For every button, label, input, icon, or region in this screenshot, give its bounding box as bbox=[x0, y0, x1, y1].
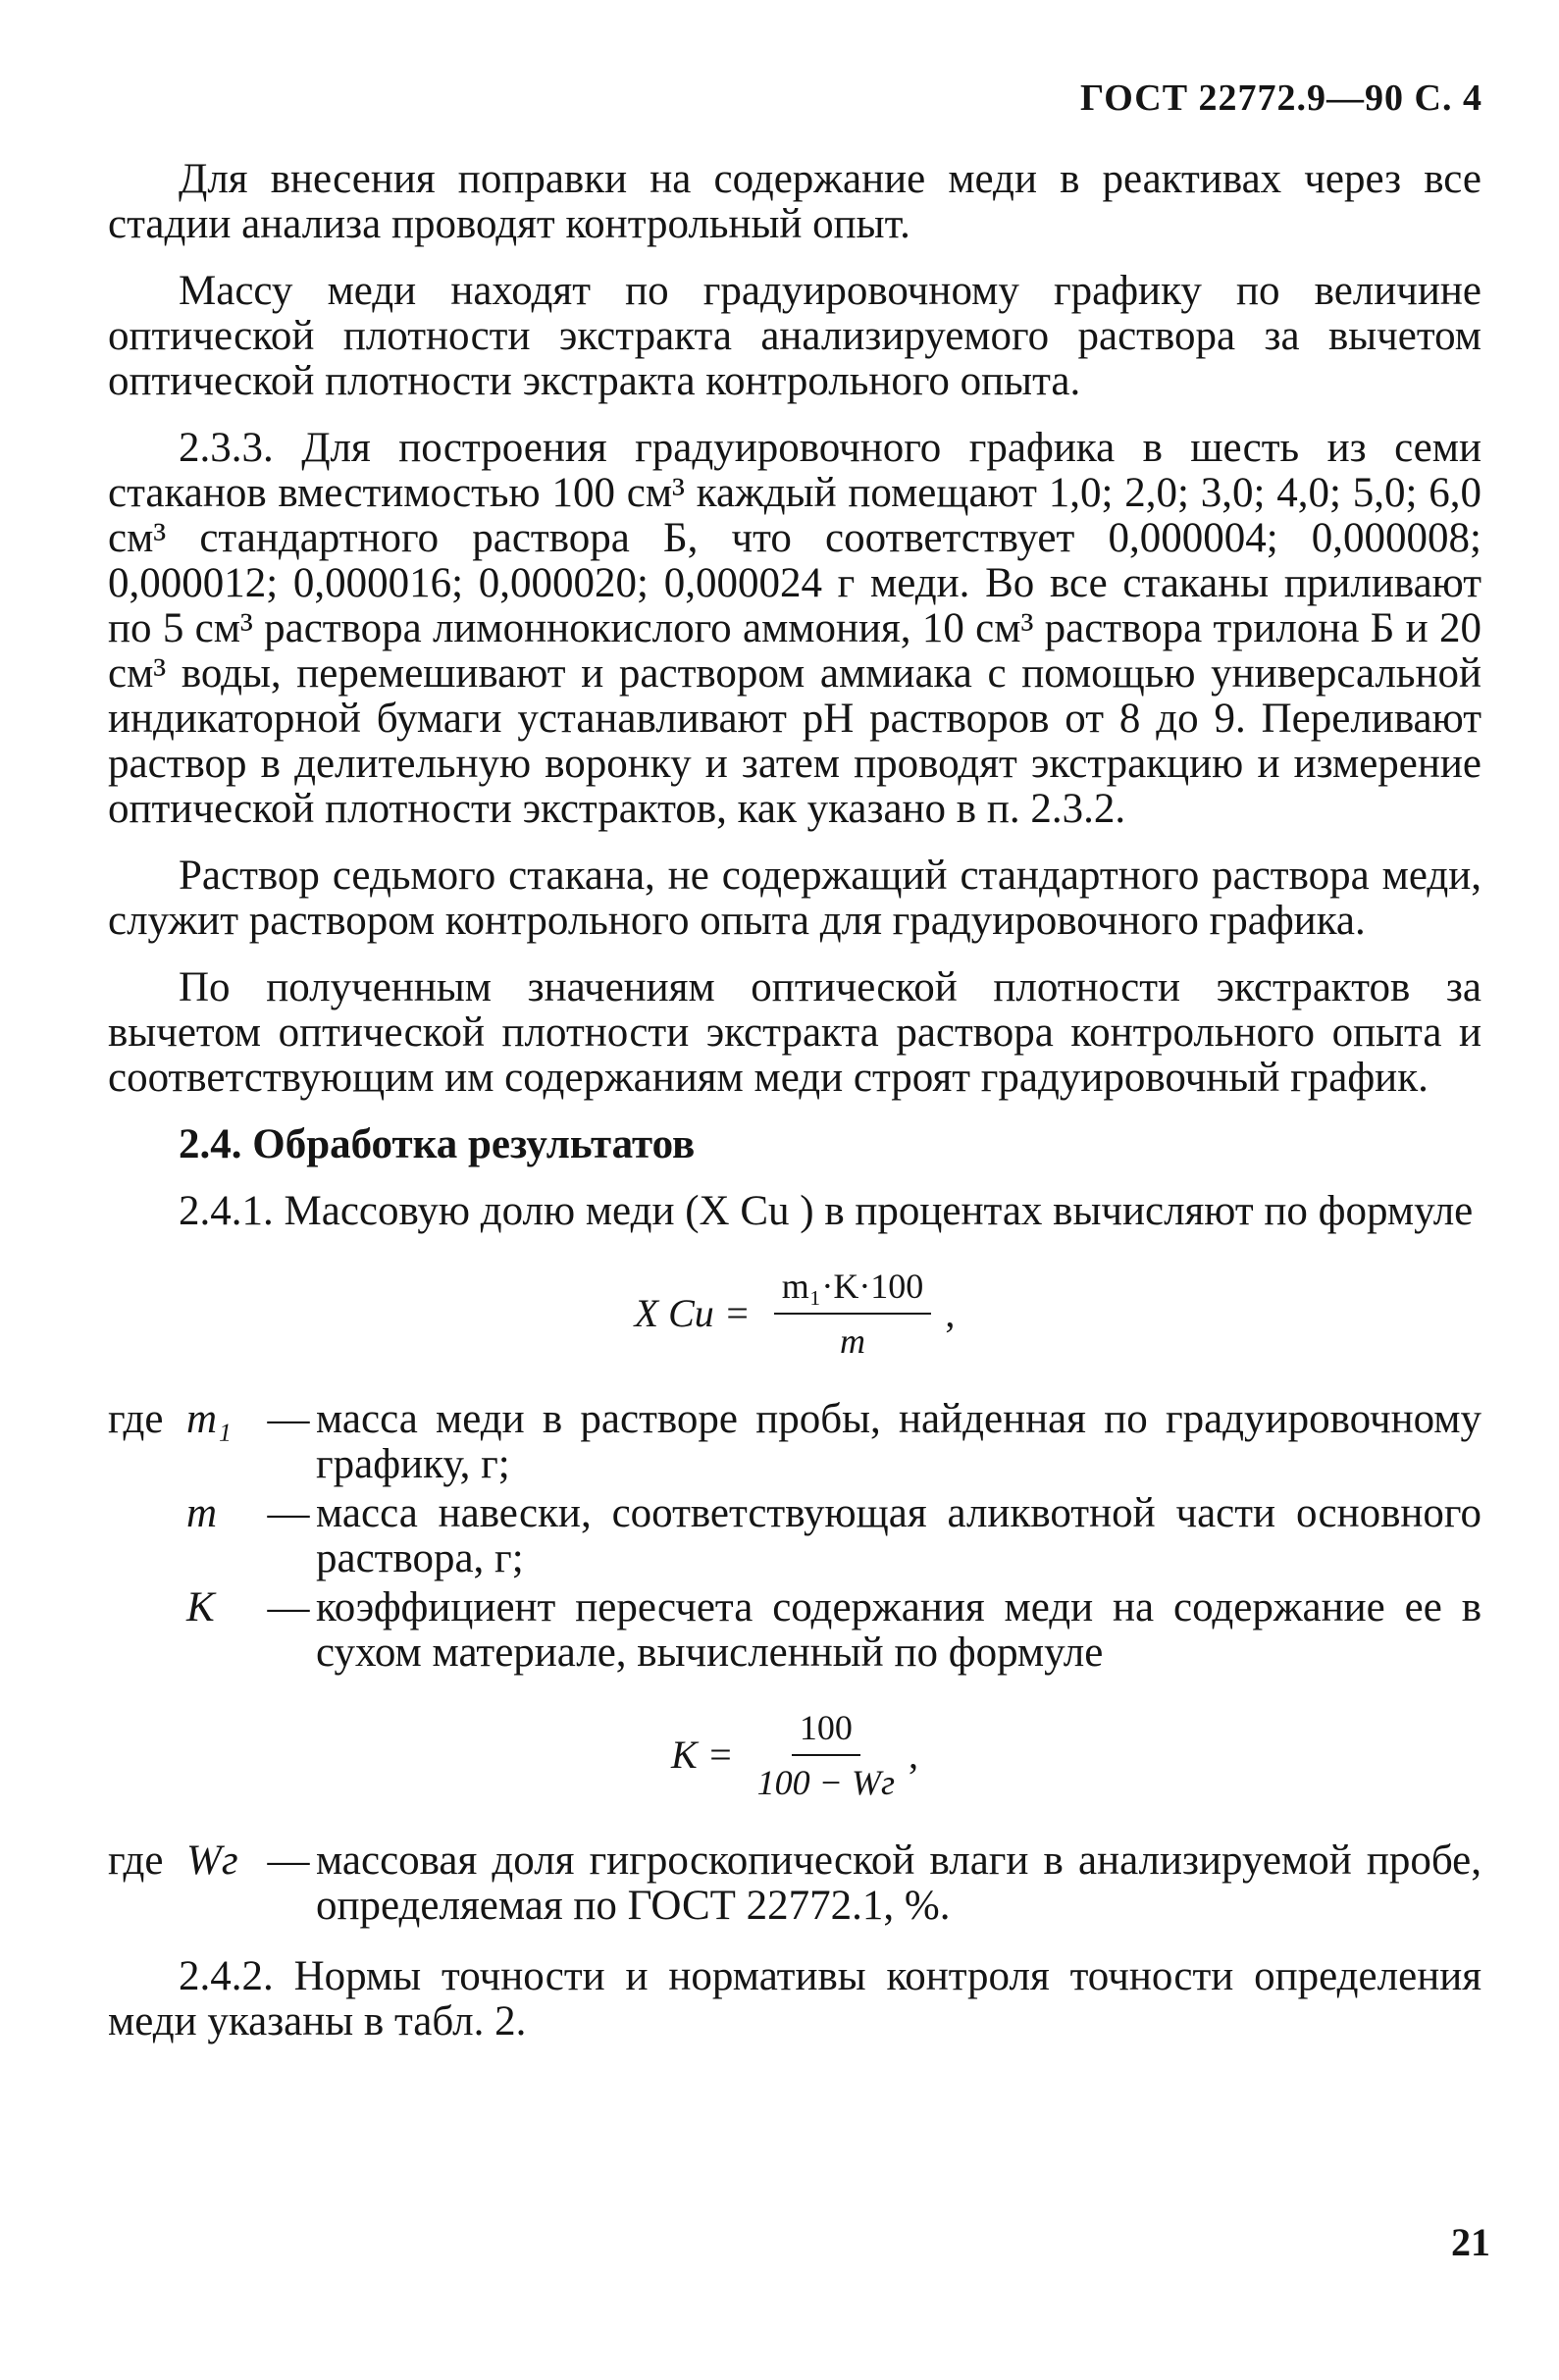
definition-dash: — bbox=[267, 1584, 310, 1630]
definition-row bbox=[108, 1585, 1481, 1676]
paragraph-calibration-graph: По полученным значениям оптической плотности экстрактов за вычетом оптической плотности экстракта раствора контрольного опыта и соответствующим им содержаниям меди строят градуировочный график. bbox=[108, 964, 1481, 1101]
definition-symbol: Wг bbox=[186, 1837, 238, 1884]
paragraph-control-experiment: Для внесения поправки на содержание меди в реактивах через все стадии анализа проводят контрольный опыт. bbox=[108, 156, 1481, 247]
definition-text: коэффициент пересчета содержания меди на содержание ее в сухом материале, вычисленный по формуле bbox=[316, 1584, 1481, 1676]
formula2-denominator: 100 − Wг bbox=[756, 1763, 895, 1802]
definition-text: массовая доля гигроскопической влаги в анализируемой пробе, определяемая по ГОСТ 22772.1, %. bbox=[316, 1837, 1481, 1929]
definition-row bbox=[108, 1491, 1481, 1581]
formula1-fraction bbox=[774, 1264, 932, 1364]
definition-text: масса меди в растворе пробы, найденная по градуировочному графику, г; bbox=[316, 1396, 1481, 1487]
definition-row bbox=[108, 1397, 1481, 1487]
definition-lead: где bbox=[108, 1837, 164, 1884]
definition-row bbox=[108, 1838, 1481, 1929]
formula2-lhs: K = bbox=[671, 1733, 734, 1777]
formula1-tail: , bbox=[945, 1291, 956, 1335]
paragraph-copper-mass: Массу меди находят по градуировочному графику по величине оптической плотности экстракта анализируемого раствора за вычетом оптической плотности экстракта контрольного опыта. bbox=[108, 268, 1481, 404]
definitions-1 bbox=[108, 1397, 1481, 1676]
definitions-2 bbox=[108, 1838, 1481, 1929]
page-header: ГОСТ 22772.9—90 С. 4 bbox=[1080, 78, 1482, 119]
definition-dash: — bbox=[267, 1837, 310, 1884]
definition-text: масса навески, соответствующая аликвотной части основного раствора, г; bbox=[316, 1490, 1481, 1581]
definition-symbol: m bbox=[186, 1490, 218, 1536]
formula-copper-fraction bbox=[108, 1264, 1481, 1364]
section-heading-2-4: 2.4. Обработка результатов bbox=[179, 1121, 696, 1167]
formula2-fraction bbox=[757, 1705, 895, 1805]
formula1-numerator: m₁·K·100 bbox=[774, 1264, 932, 1315]
formula2-tail: , bbox=[909, 1733, 918, 1777]
formula2-numerator: 100 bbox=[792, 1705, 860, 1756]
formula-k-coefficient bbox=[108, 1705, 1481, 1805]
definition-dash: — bbox=[267, 1490, 310, 1536]
page-number: 21 bbox=[1451, 2220, 1490, 2264]
definition-symbol: K bbox=[186, 1584, 215, 1630]
paragraph-seventh-beaker: Раствор седьмого стакана, не содержащий стандартного раствора меди, служит раствором контрольного опыта для градуировочного графика. bbox=[108, 853, 1481, 944]
formula1-lhs: X Cu = bbox=[634, 1291, 751, 1335]
definition-dash: — bbox=[267, 1396, 310, 1442]
paragraph-2-4-2: 2.4.2. Нормы точности и нормативы контроля точности определения меди указаны в табл. 2. bbox=[108, 1953, 1481, 2044]
paragraph-2-4-1: 2.4.1. Массовую долю меди (X Cu ) в процентах вычисляют по формуле bbox=[179, 1188, 1474, 1234]
paragraph-2-3-3: 2.3.3. Для построения градуировочного графика в шесть из семи стаканов вместимостью 100 см³ каждый помещают 1,0; 2,0; 3,0; 4,0; 5,0; 6,0 см³ стандартного раствора Б, что соответствует 0,000004; 0,000008; 0,000012; 0,000016; 0,000020; 0,000024 г меди. Во все стаканы приливают по 5 см³ раствора лимоннокислого аммония, 10 см³ раствора трилона Б и 20 см³ воды, перемешивают и раствором аммиака с помощью универсальной индикаторной бумаги устанавливают pH растворов от 8 до 9. Переливают раствор в делительную воронку и затем проводят экстракцию и измерение оптической плотности экстрактов, как указано в п. 2.3.2. bbox=[108, 425, 1481, 832]
definition-symbol: m₁ bbox=[186, 1396, 233, 1442]
formula1-denominator: m bbox=[840, 1321, 866, 1361]
definition-lead: где bbox=[108, 1396, 164, 1442]
body-text bbox=[108, 157, 1481, 2066]
